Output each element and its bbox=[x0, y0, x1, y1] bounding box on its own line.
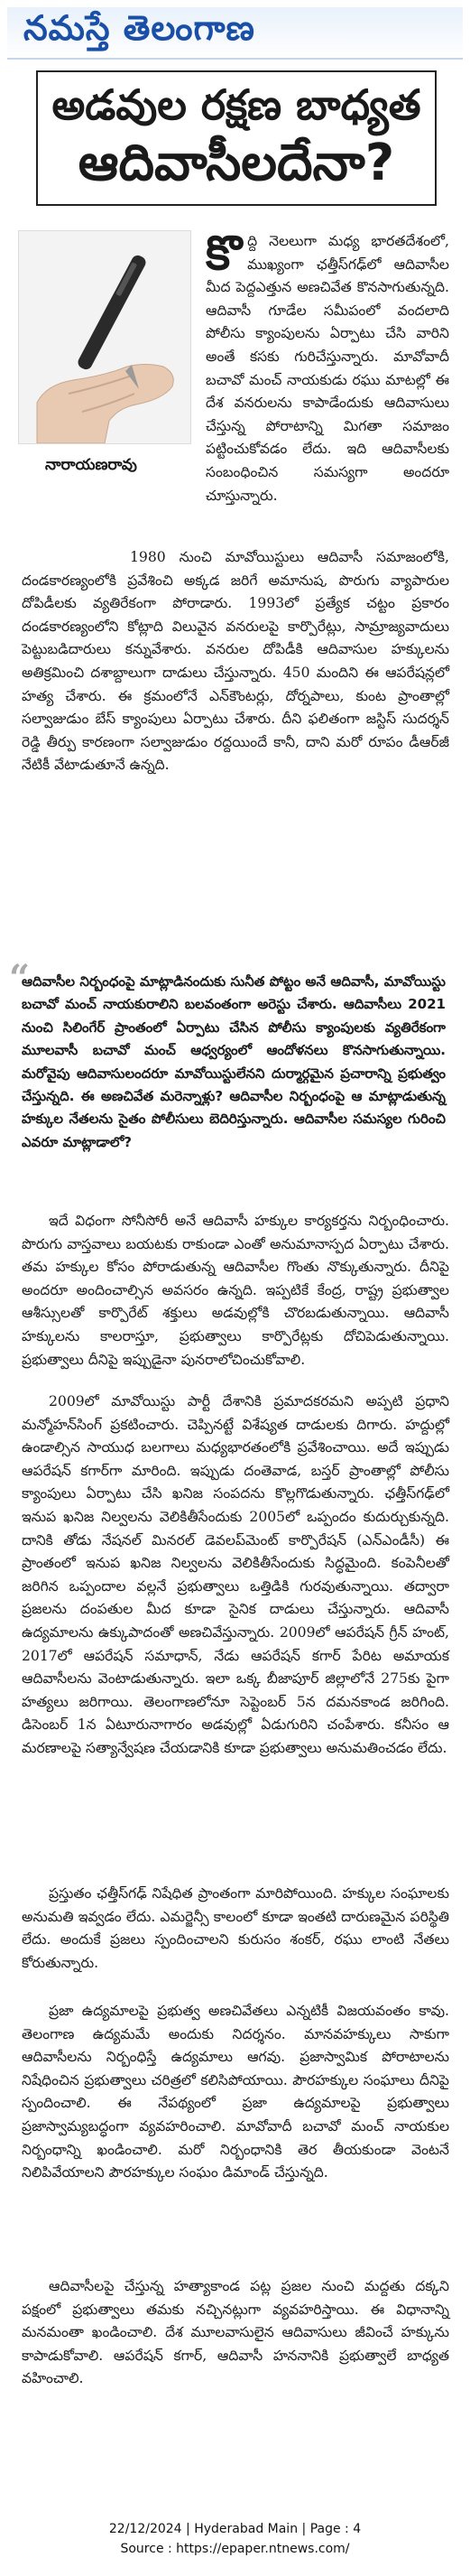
paragraph-1-text: ద్ది నెలలుగా మధ్య భారతదేశంలో, ముఖ్యంగా ఛత్తీస్‌గఢ్‌లో ఆదివాసీల మీద పెద్దఎత్తున అణచివేత కొనసాగుతున్నది. ఆదివాసీ గూడేల సమీపంలో వందలాది పోలీసు క్యాంపులను ఏర్పాటు చేసి వారిని అంతే కసకు గురిచేస్తున్నారు. మావోవాదీ బచావో మంచ్ నాయకుడు రఘు మాటల్లో ఈ దేశ వనరులను కాపాడేందుకు ఆదివాసులు చేస్తున్న పోరాటాన్ని మిగతా సమాజం పట్టించుకోవడం లేదు. ఇది ఆదివాసీలకు సంబంధించిన సమస్యగా అందరూ చూస్తున్నారు. bbox=[206, 233, 449, 504]
pull-quote bbox=[9, 957, 446, 1154]
headline-box bbox=[36, 70, 437, 206]
footer-edition-line: 22/12/2024 | Hyderabad Main | Page : 4 bbox=[108, 2522, 362, 2536]
headline-line-2: ఆదివాసీలదేనా? bbox=[78, 134, 395, 192]
masthead-title: నమస్తే తెలంగాణ bbox=[23, 8, 255, 48]
pen-hand-drawing bbox=[19, 231, 190, 443]
masthead bbox=[7, 7, 463, 60]
footer-source-line: Source : https://epaper.ntnews.com/ bbox=[120, 2542, 350, 2556]
article-paragraph-5: ప్రస్తుతం ఛత్తీస్‌గఢ్ నిషేధిత ప్రాంతంగా మారిపోయింది. హక్కుల సంఘాలకు అనుమతి ఇవ్వడం లేదు. ఎమర్జెన్సీ కాలంలో కూడా ఇంతటి దారుణమైన పరిస్థితి లేదు. అందుకే ప్రజలు స్పందించాలని కురుసం శంకర్, రఘు లాంటి నేతలు కోరుతున్నారు. bbox=[22, 1885, 449, 1971]
footer bbox=[0, 2519, 470, 2564]
author-byline: నారాయణరావు bbox=[45, 456, 137, 474]
article-paragraph-1 bbox=[206, 226, 449, 507]
drop-cap: కొ bbox=[206, 226, 243, 281]
headline-line-1: అడవుల రక్షణ బాధ్యత bbox=[51, 80, 421, 129]
article-paragraph-6: ప్రజా ఉద్యమాలపై ప్రభుత్వ అణచివేతలు ఎన్నటికీ విజయవంతం కావు. తెలంగాణ ఉద్యమమే అందుకు నిదర్శనం. మానవహక్కులు సాకుగా ఆదివాసీలను నిర్బంధిస్తే ఉద్యమాలు ఆగవు. ప్రజాస్వామిక పోరాటాలను నిషేధించిన ప్రభుత్వాలు చరిత్రలో కలిసిపోయాయి. పౌరహక్కుల సంఘాలు దీనిపై స్పందించాలి. ఈ నేపథ్యంలో ప్రజా ఉద్యమాలపై ప్రభుత్వాలు ప్రజాస్వామ్యబద్ధంగా వ్యవహరించాలి. మావోవాదీ బచావో మంచ్ నాయకుల నిర్బంధాన్ని ఖండించాలి. మరో నిర్బంధానికి తెర తీయకుండా వెంటనే నిలిపివేయాలని పౌరహక్కుల సంఘం డిమాండ్ చేస్తున్నది. bbox=[22, 2003, 449, 2181]
pen-illustration bbox=[18, 230, 191, 444]
article-paragraph-7: ఆదివాసీలపై చేస్తున్న హత్యాకాండ పట్ల ప్రజల నుంచి మద్దతు దక్కని పక్షంలో ప్రభుత్వాలు తమకు నచ్చినట్లుగా వ్యవహరిస్తాయి. ఈ విధానాన్ని మనమంతా ఖండించాలి. దేశ మూలవాసులైన ఆదివాసులు జీవించే హక్కును కాపాడుకోవాలి. ఆపరేషన్ కగార్, ఆదివాసీ హననానికి ప్రభుత్వాలే బాధ్యత వహించాలి. bbox=[22, 2278, 449, 2387]
article-paragraph-4: 2009లో మావోయిస్టు పార్టీ దేశానికి ప్రమాదకరమని అప్పటి ప్రధాని మన్మోహన్‌సింగ్ ప్రకటించారు. చెప్పినట్టే విశేష్యత దాడులకు దిగారు. హద్దుల్లో ఉండాల్సిన సాయుధ బలగాలు మధ్యభారతంలోకి ప్రవేశించాయి. అదే ఇప్పుడు ఆపరేషన్ కగార్‌గా మారింది. ఇప్పుడు దంతెవాడ, బస్తర్ ప్రాంతాల్లో పోలీసు క్యాంపులు ఏర్పాటు చేసి ఖనిజ సంపదను కొల్లగొడుతున్నారు. ఛత్తీస్‌గఢ్‌లో ఇనుప ఖనిజ నిల్వలను వెలికితీసేందుకు 2005లో ఒప్పందం కుదుర్చుకున్నది. దానికి తోడు నేషనల్ మినరల్ డెవలప్‌మెంట్ కార్పొరేషన్ (ఎన్‌ఎండీసీ) ఈ ప్రాంతంలో ఇనుప ఖనిజ నిల్వలను వెలికితీసేందుకు సిద్ధమైంది. కంపెనీలతో జరిగిన ఒప్పందాల వల్లనే ప్రభుత్వాలు ఒత్తిడికి గురవుతున్నాయి. తద్వారా ప్రజలను దంపతుల మీద కూడా సైనిక దాడులు చేస్తున్నారు. ఆదివాసీ ఉద్యమాలను ఉక్కుపాదంతో అణచివేస్తున్నారు. 2009లో ఆపరేషన్ గ్రీన్ హంట్, 2017లో ఆపరేషన్ సమాధాన్, నేడు ఆపరేషన్ కగార్ పేరిట అమాయక ఆదివాసీలను వెంటాడుతున్నారు. ఇలా ఒక్క బీజాపూర్ జిల్లాలోనే 275కు పైగా హత్యలు జరిగాయి. తెలంగాణలోనూ సెప్టెంబర్ 5న దమనకాండ జరిగింది. డిసెంబర్ 1న ఏటూరునాగారం అడవుల్లో ఏడుగురిని చంపేశారు. కనీసం ఆ మరణాలపై సత్యాన్వేషణ చేయడానికి కూడా ప్రభుత్వాలు అనుమతించడం లేదు. bbox=[22, 1393, 449, 1756]
article-paragraph-2: 1980 నుంచి మావోయిస్టులు ఆదివాసీ సమాజంలోకి, దండకారణ్యంలోకి ప్రవేశించి అక్కడ జరిగే అమానుష, పొరుగు వ్యాపారుల దోపిడీలకు వ్యతిరేకంగా పోరాడారు. 1993లో ప్రత్యేక చట్టం ప్రకారం దండకారణ్యంలోని కోట్లాది విలువైన వనరులపై కార్పొరేట్లు, సామ్రాజ్యవాదులు పెట్టుబడిదారులు కన్నువేశారు. వనరుల దోపిడీకి ఆదివాసుల హక్కులను అతిక్రమించి దశాబ్దాలుగా దాడులు చేస్తున్నారు. 450 మందిని ఈ ఆపరేషన్లలో హత్య చేశారు. ఈ క్రమంలోనే ఎన్‌కౌంటర్లు, దోర్నపాలు, కుంట ప్రాంతాల్లో సల్వాజుడుం బేస్ క్యాంపులు ఏర్పాటు చేశారు. దీని ఫలితంగా జస్టిస్ సుదర్శన్ రెడ్డి తీర్పు కారణంగా సల్వాజుడుం రద్దయిందే కానీ, దాని మరో రూపం డీఆర్‌జీ నేటికీ వేటాడుతూనే ఉన్నది. bbox=[22, 549, 449, 774]
quote-mark-icon: “ bbox=[9, 957, 31, 1000]
article-paragraph-3: ఇదే విధంగా సోనీసోరీ అనే ఆదివాసీ హక్కుల కార్యకర్తను నిర్బంధించారు. పొరుగు వాస్తవాలు బయటకు రాకుండా ఎంతో అనుమానాస్పద ఏర్పాటు చేశారు. తమ హక్కుల కోసం పోరాడుతున్న ఆదివాసీల గొంతు నొక్కుతున్నారు. దీనిపై అందరూ అందించాల్సిన అవసరం ఉన్నది. ఇప్పటికే కేంద్ర, రాష్ట్ర ప్రభుత్వాల ఆశీస్సులతో కార్పొరేట్ శక్తులు అడవుల్లోకి చొరబడుతున్నాయి. ఆదివాసీ హక్కులను కాలరాస్తూ, ప్రభుత్వాలు కార్పొరేట్లకు దోచిపెడుతున్నాయి. ప్రభుత్వాలు దీనిపై ఇప్పుడైనా పునరాలోచించుకోవాలి. bbox=[22, 1213, 449, 1368]
pull-quote-text: ఆదివాసీల నిర్బంధంపై మాట్లాడినందుకు సునీత పోట్టం అనే ఆదివాసీ, మావోయిస్టు బచావో మంచ్ నాయకురాలిని బలవంతంగా అరెస్టు చేశారు. ఆదివాసీలు 2021 నుంచి సిలింగేర్ ప్రాంతంలో ఏర్పాటు చేసిన పోలీసు క్యాంపులకు వ్యతిరేకంగా మూలవాసీ బచావో మంచ్ ఆధ్వర్యంలో ఆందోళనలు కొనసాగుతున్నాయి. మరోవైపు ఆదివాసులందరూ మావోయిస్టులేనని దుర్మార్గమైన ప్రచారాన్ని ప్రభుత్వం చేస్తున్నది. ఈ అణచివేత మరెన్నాళ్లు? ఆదివాసీల నిర్బంధంపై ఆ మాట్లాడుతున్న హక్కుల నేతలను సైతం పోలీసులు బెదిరిస్తున్నారు. ఆదివాసీల సమస్యల గురించి ఎవరూ మాట్లాడాలో? bbox=[22, 973, 446, 1150]
